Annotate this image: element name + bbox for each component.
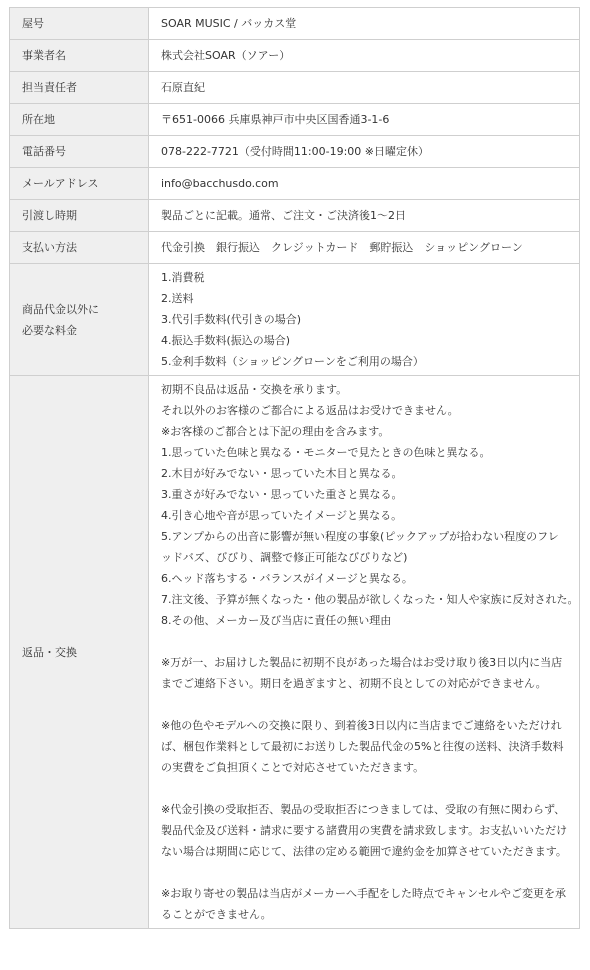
row-value: 株式会社SOAR（ソアー） <box>149 40 580 72</box>
fee-item: 4.振込手数料(振込の場合) <box>161 334 291 347</box>
returns-line: 2.木目が好みでない・思っていた木目と異なる。 <box>161 467 403 480</box>
row-label: 担当責任者 <box>10 72 149 104</box>
row-company-name <box>10 40 580 72</box>
row-value: 代金引換 銀行振込 クレジットカード 郵貯振込 ショッピングローン <box>149 232 580 264</box>
row-value <box>149 376 580 929</box>
row-label: 引渡し時期 <box>10 200 149 232</box>
row-phone <box>10 136 580 168</box>
row-value: 製品ごとに記載。通常、ご注文・ご決済後1～2日 <box>149 200 580 232</box>
spacer <box>161 631 569 652</box>
row-value: info@bacchusdo.com <box>149 168 580 200</box>
shop-info-table <box>9 7 580 929</box>
row-label <box>10 264 149 376</box>
returns-line: それ以外のお客様のご都合による返品はお受けできません。 <box>161 404 459 417</box>
row-label: 返品・交換 <box>10 376 149 929</box>
returns-note: ※代金引換の受取拒否、製品の受取拒否につきましては、受取の有無に関わらず、製品代金及び送料・請求に要する諸費用の実費を請求致します。お支払いいただけない場合は期間に応じて、法律の定める範囲で違約金を加算させていただきます。 <box>161 803 568 858</box>
row-label: 電話番号 <box>10 136 149 168</box>
returns-line: 5.アンプからの出音に影響が無い程度の事象(ピックアップが拾わない程度のフレッドバズ、びびり、調整で修正可能なびびりなど) <box>161 530 559 564</box>
returns-line: 初期不良品は返品・交換を承ります。 <box>161 383 348 396</box>
row-label: メールアドレス <box>10 168 149 200</box>
spacer <box>161 862 569 883</box>
row-value: 〒651-0066 兵庫県神戸市中央区国香通3-1-6 <box>149 104 580 136</box>
row-label: 屋号 <box>10 8 149 40</box>
fee-item: 1.消費税 <box>161 271 205 284</box>
row-additional-fees <box>10 264 580 376</box>
fee-item: 5.金利手数料（ショッピングローンをご利用の場合） <box>161 355 424 368</box>
row-shop-name <box>10 8 580 40</box>
spacer <box>161 778 569 799</box>
returns-note: ※万が一、お届けした製品に初期不良があった場合はお受け取り後3日以内に当店までご連絡下さい。期日を過ぎますと、初期不良としての対応ができません。 <box>161 656 563 690</box>
fees-label-line: 必要な料金 <box>22 323 77 337</box>
row-value: 石原直紀 <box>149 72 580 104</box>
returns-line: 8.その他、メーカー及び当店に責任の無い理由 <box>161 614 392 627</box>
returns-line: 4.引き心地や音が思っていたイメージと異なる。 <box>161 509 403 522</box>
returns-line: 1.思っていた色味と異なる・モニターで見たときの色味と異なる。 <box>161 446 491 459</box>
row-label: 事業者名 <box>10 40 149 72</box>
row-address <box>10 104 580 136</box>
row-manager <box>10 72 580 104</box>
row-email <box>10 168 580 200</box>
row-label: 支払い方法 <box>10 232 149 264</box>
row-returns <box>10 376 580 929</box>
returns-line: 7.注文後、予算が無くなった・他の製品が欲しくなった・知人や家族に反対された。 <box>161 593 579 606</box>
row-delivery-time <box>10 200 580 232</box>
row-payment-methods <box>10 232 580 264</box>
fee-item: 2.送料 <box>161 292 194 305</box>
row-value: 078-222-7721（受付時間11:00-19:00 ※日曜定休） <box>149 136 580 168</box>
returns-line: 3.重さが好みでない・思っていた重さと異なる。 <box>161 488 403 501</box>
returns-note: ※お取り寄せの製品は当店がメーカーへ手配をした時点でキャンセルやご変更を承ることができません。 <box>161 887 566 921</box>
row-value <box>149 264 580 376</box>
row-label: 所在地 <box>10 104 149 136</box>
row-value: SOAR MUSIC / バッカス堂 <box>149 8 580 40</box>
fee-item: 3.代引手数料(代引きの場合) <box>161 313 302 326</box>
returns-note: ※他の色やモデルへの交換に限り、到着後3日以内に当店までご連絡をいただければ、梱包作業料として最初にお送りした製品代金の5%と往復の送料、決済手数料の実費をご負担頂くことで対応させていただきます。 <box>161 719 564 774</box>
spacer <box>161 694 569 715</box>
fees-label-line: 商品代金以外に <box>22 302 99 316</box>
returns-line: ※お客様のご都合とは下記の理由を含みます。 <box>161 425 390 438</box>
returns-line: 6.ヘッド落ちする・バランスがイメージと異なる。 <box>161 572 413 585</box>
